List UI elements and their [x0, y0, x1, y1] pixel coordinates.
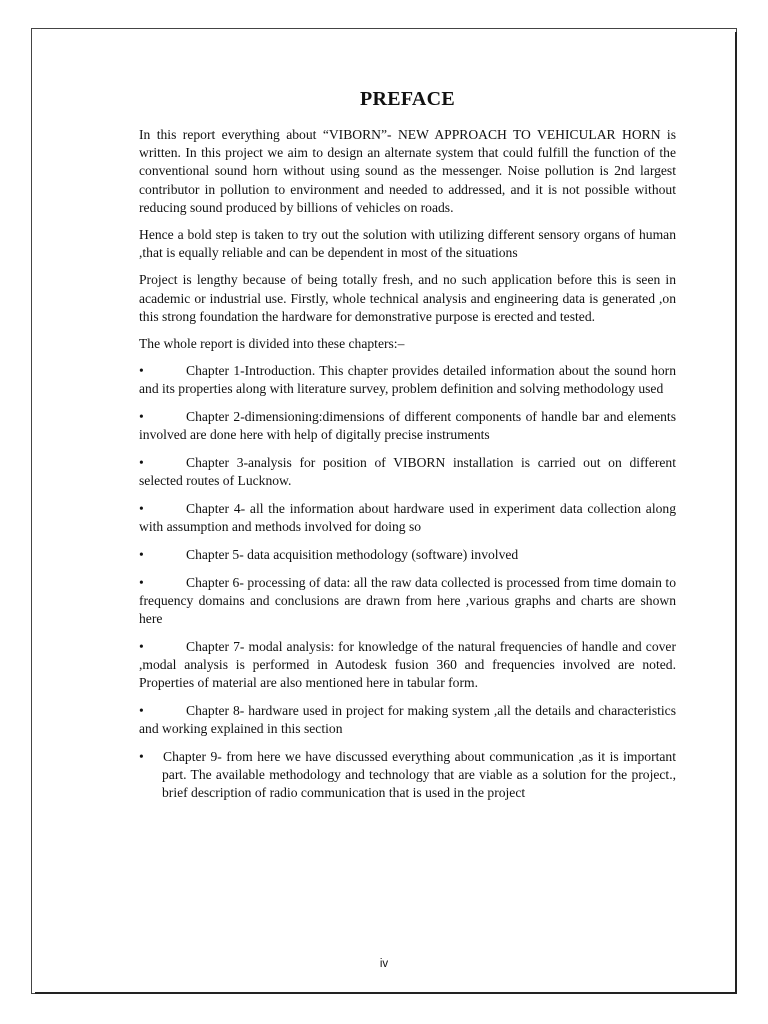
- chapter-list-item-8: [139, 702, 676, 738]
- chapter-list-item-7: [139, 638, 676, 693]
- bullet: •: [139, 409, 144, 425]
- bullet: •: [139, 363, 144, 379]
- chapter-text: Chapter 2-dimensioning:dimensions of different components of handle bar and elements involved are done here with help of digitally precise instruments: [139, 409, 676, 443]
- chapter-text: Chapter 9- from here we have discussed everything about communication ,as it is important part. The available methodology and technology that are viable as a solution for the project., brief description of radio communication that is used in the project: [162, 748, 676, 801]
- chapter-text: Chapter 1-Introduction. This chapter provides detailed information about the sound horn and its properties along with literature survey, problem definition and solving methodology used: [139, 363, 676, 397]
- bullet: •: [139, 638, 144, 654]
- chapter-text: Chapter 7- modal analysis: for knowledge of the natural frequencies of handle and cover ,modal analysis is performed in Autodesk fusion 360 and frequencies involved are noted. Properties of material are also mentioned here in tabular form.: [139, 638, 676, 691]
- chapters-intro-paragraph: The whole report is divided into these chapters:–: [139, 336, 405, 352]
- page-title: PREFACE: [359, 88, 456, 110]
- bullet: •: [139, 546, 144, 562]
- chapter-list-item-6: [139, 574, 676, 629]
- page-number: iv: [379, 958, 389, 970]
- chapter-list-item-1: [139, 362, 676, 398]
- chapter-text: Chapter 3-analysis for position of VIBORN installation is carried out on different selected routes of Lucknow.: [139, 455, 676, 489]
- intro-paragraph: In this report everything about “VIBORN”- NEW APPROACH TO VEHICULAR HORN is written. In this project we aim to design an alternate system that could fulfill the function of the conventional sound horn without using sound as the messenger. Noise pollution is 2nd largest contributor in pollution to environment and needed to addressed, and it is not possible without reducing sound produced by billions of vehicles on roads.: [139, 127, 676, 215]
- chapter-list-item-5: [139, 546, 676, 564]
- chapter-list-item-2: [139, 408, 676, 444]
- bullet: •: [139, 748, 144, 764]
- chapter-text: Chapter 4- all the information about hardware used in experiment data collection along with assumption and methods involved for doing so: [139, 500, 676, 535]
- chapter-text: Chapter 6- processing of data: all the raw data collected is processed from time domain to frequency domains and conclusions are drawn from here ,various graphs and charts are shown here: [139, 574, 676, 626]
- approach-paragraph: Hence a bold step is taken to try out the solution with utilizing different sensory organs of human ,that is equally reliable and can be dependent in most of the situations: [139, 227, 676, 261]
- project-paragraph: Project is lengthy because of being totally fresh, and no such application before this is seen in academic or industrial use. Firstly, whole technical analysis and engineering data is generated ,on this strong foundation the hardware for demonstrative purpose is erected and tested.: [139, 272, 676, 324]
- bullet: •: [139, 702, 144, 718]
- bullet: •: [139, 455, 144, 471]
- chapter-list-item-9: [139, 748, 676, 803]
- bullet: •: [139, 500, 144, 516]
- chapter-text: Chapter 5- data acquisition methodology (software) involved: [186, 546, 519, 562]
- bullet: •: [139, 574, 144, 590]
- chapter-list-item-3: [139, 454, 676, 490]
- page-content: [139, 84, 676, 812]
- chapter-list-item-4: [139, 500, 676, 536]
- chapter-text: Chapter 8- hardware used in project for making system ,all the details and characteristics and working explained in this section: [139, 702, 676, 736]
